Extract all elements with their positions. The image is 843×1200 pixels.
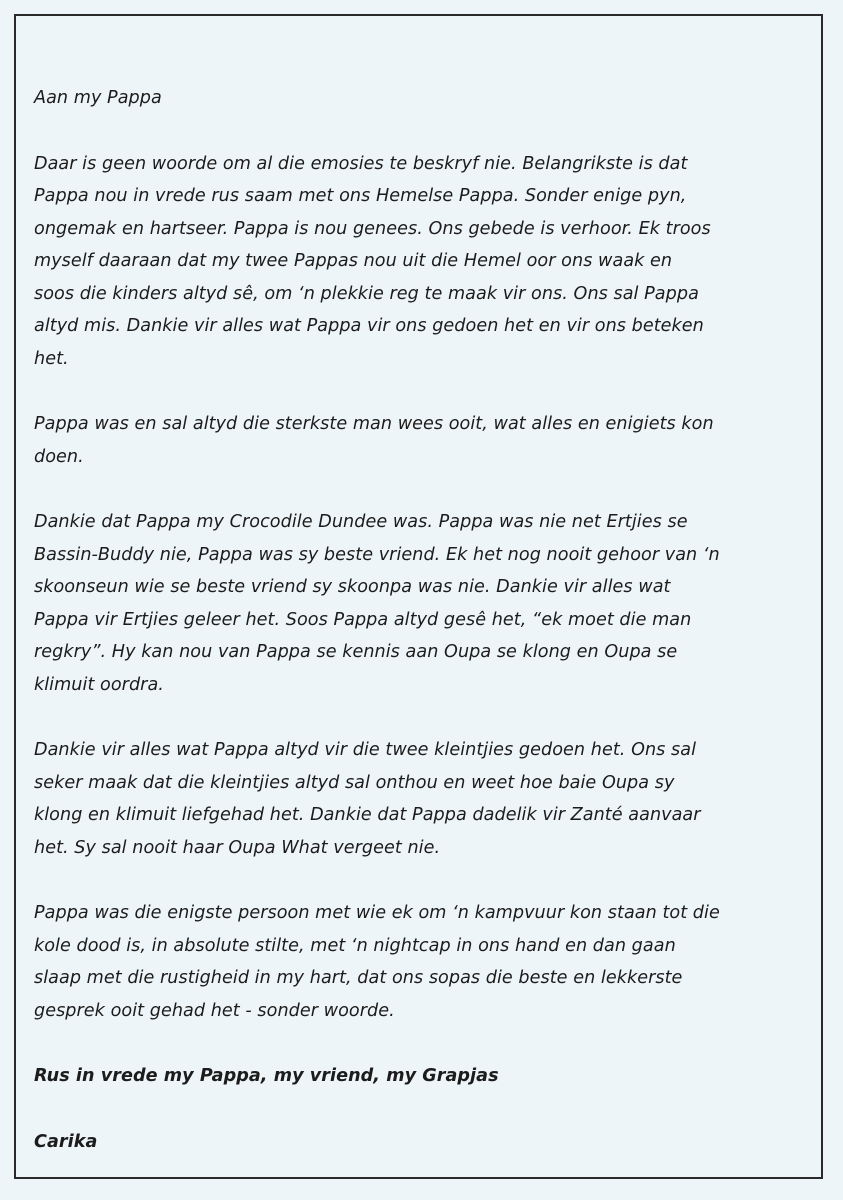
line: regkry”. Hy kan nou van Pappa se kennis aan Oupa se klong en Oupa se: [34, 642, 678, 662]
line: skoonseun wie se beste vriend sy skoonpa was nie. Dankie vir alles wat: [34, 577, 671, 597]
line: myself daaraan dat my twee Pappas nou uit die Hemel oor ons waak en: [34, 251, 673, 271]
line: gesprek ooit gehad het - sonder woorde.: [34, 1000, 395, 1021]
paragraph-1: [34, 148, 824, 376]
letter-body: [34, 82, 824, 1191]
line: altyd mis. Dankie vir alles wat Pappa vir ons gedoen het en vir ons beteken: [34, 316, 704, 336]
line: Pappa was die enigste persoon met wie ek om ‘n kampvuur kon staan tot die: [34, 903, 720, 923]
line: het.: [34, 348, 69, 369]
line: klong en klimuit liefgehad het. Dankie dat Pappa dadelik vir Zanté aanvaar: [34, 805, 701, 825]
paragraph-2: [34, 408, 824, 473]
line: klimuit oordra.: [34, 674, 164, 695]
paragraph-4: [34, 734, 824, 864]
line: slaap met die rustigheid in my hart, dat ons sopas die beste en lekkerste: [34, 968, 683, 988]
line: het. Sy sal nooit haar Oupa What vergeet nie.: [34, 837, 441, 858]
closing-line: Rus in vrede my Pappa, my vriend, my Grapjas: [34, 1066, 499, 1086]
paragraph-3: [34, 506, 824, 701]
line: Pappa nou in vrede rus saam met ons Hemelse Pappa. Sonder enige pyn,: [34, 186, 687, 206]
line: soos die kinders altyd sê, om ‘n plekkie reg te maak vir ons. Ons sal Pappa: [34, 283, 699, 304]
line: kole dood is, in absolute stilte, met ‘n nightcap in ons hand en dan gaan: [34, 935, 676, 956]
line: ongemak en hartseer. Pappa is nou genees. Ons gebede is verhoor. Ek troos: [34, 218, 711, 239]
line: Daar is geen woorde om al die emosies te beskryf nie. Belangrikste is dat: [34, 153, 688, 174]
line: seker maak dat die kleintjies altyd sal onthou en weet hoe baie Oupa sy: [34, 772, 675, 793]
paragraph-5: [34, 897, 824, 1027]
line: Dankie dat Pappa my Crocodile Dundee was. Pappa was nie net Ertjies se: [34, 512, 688, 532]
salutation: Aan my Pappa: [34, 88, 162, 108]
line: doen.: [34, 446, 84, 467]
signature: Carika: [34, 1131, 98, 1152]
line: Pappa was en sal altyd die sterkste man wees ooit, wat alles en enigiets kon: [34, 414, 714, 434]
line: Dankie vir alles wat Pappa altyd vir die twee kleintjies gedoen het. Ons sal: [34, 740, 697, 760]
line: Pappa vir Ertjies geleer het. Soos Pappa altyd gesê het, “ek moet die man: [34, 609, 692, 630]
line: Bassin-Buddy nie, Pappa was sy beste vriend. Ek het nog nooit gehoor van ‘n: [34, 544, 720, 565]
